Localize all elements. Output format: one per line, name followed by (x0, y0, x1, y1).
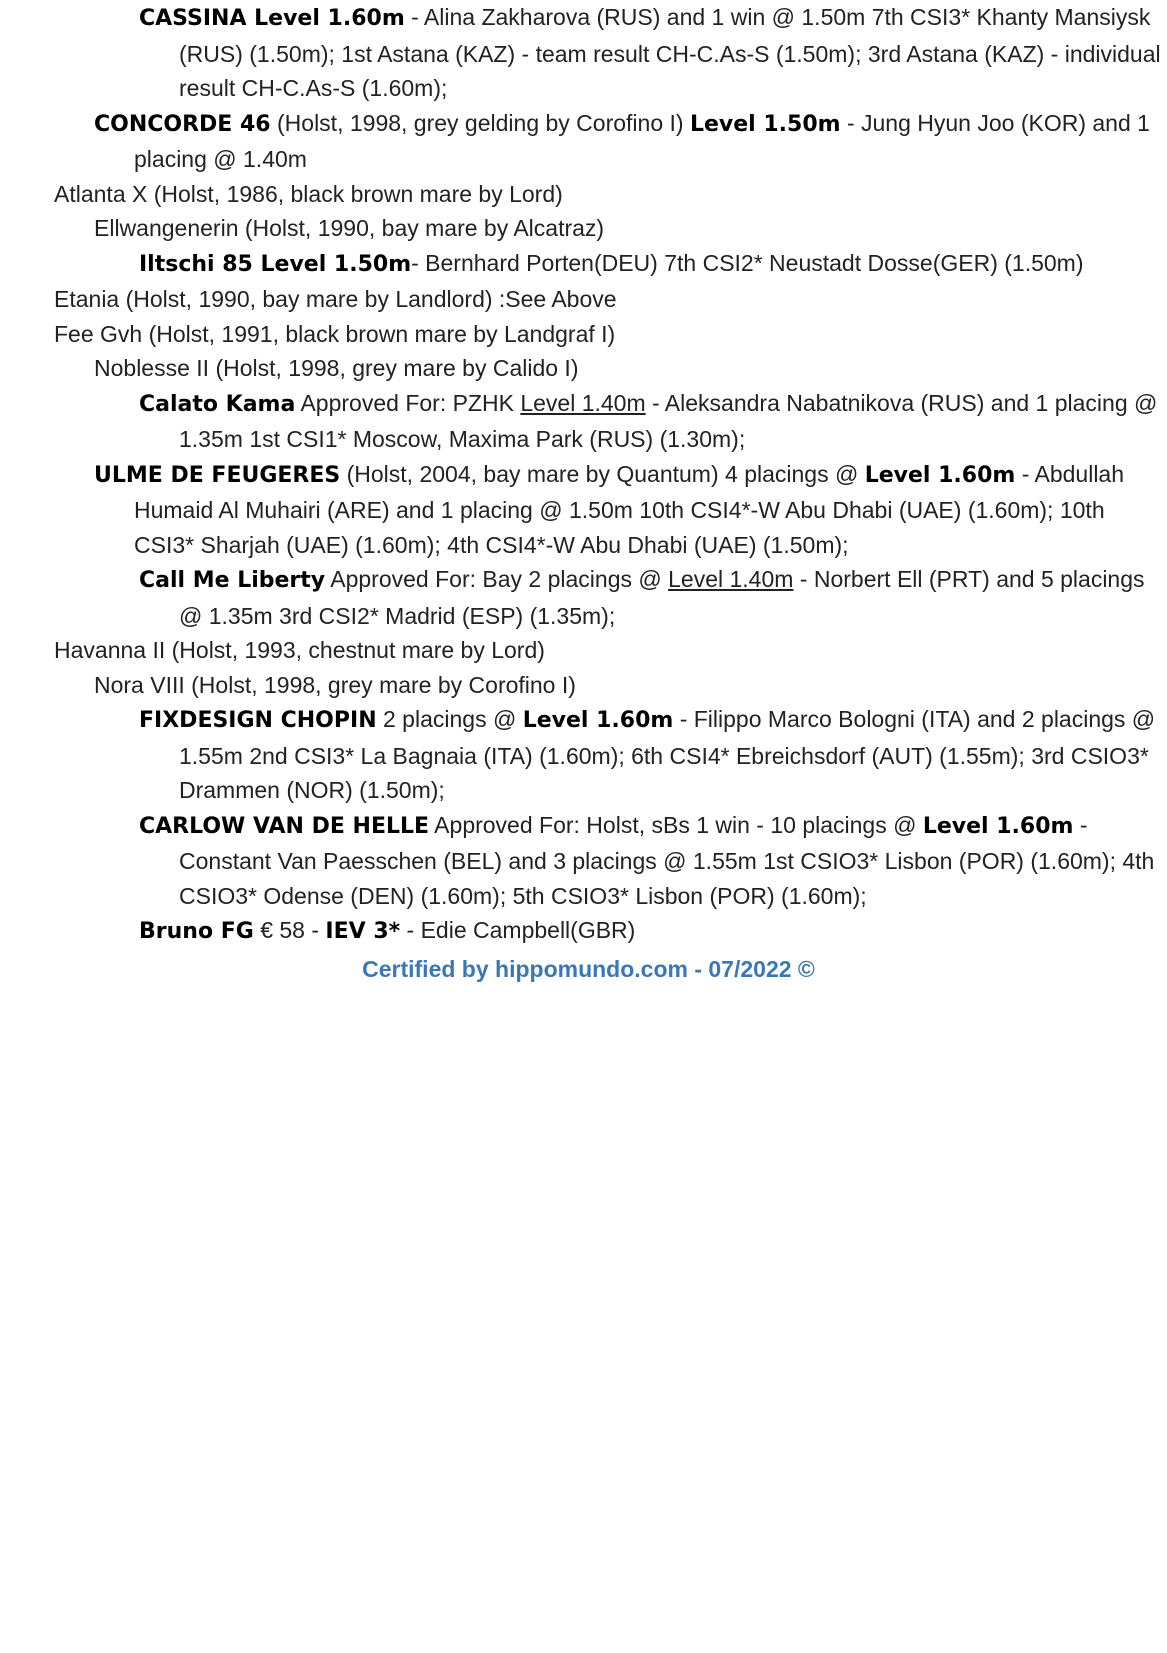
pedigree-entry-ulme-de-feugeres (94, 457, 1167, 563)
entry-text: - Edie Campbell(GBR) (400, 917, 636, 943)
horse-name-bold: CASSINA Level 1.60m (139, 6, 405, 31)
entry-text: Atlanta X (Holst, 1986, black brown mare by Lord) (54, 180, 563, 207)
horse-name-bold: Calato Kama (139, 391, 296, 417)
pedigree-entry-cassina (139, 0, 1167, 106)
entry-text: - Bernhard Porten(DEU) 7th CSI2* Neustadt Dosse(GER) (1.50m) (411, 249, 1084, 276)
entry-text: - Alina Zakharova (RUS) and 1 win @ 1.50m 7th CSI3* Khanty Mansiysk (RUS) (1.50m); 1st Astana (KAZ) - team result CH-C.As-S (1.50m); 3rd Astana (KAZ) - individual result CH-C.As-S (1.60m); (179, 4, 1161, 101)
pedigree-entry-fee-gvh (54, 317, 1167, 352)
horse-name-bold: Level 1.60m (864, 462, 1016, 488)
entry-text: Ellwangenerin (Holst, 1990, bay mare by Alcatraz) (94, 215, 605, 241)
level-underlined: Level 1.40m (520, 389, 646, 416)
horse-name-bold: Call Me Liberty (139, 568, 326, 593)
pedigree-entry-ellwangenerin (94, 211, 1167, 246)
entry-text: Approved For: PZHK (295, 389, 521, 416)
entry-text: Fee Gvh (Holst, 1991, black brown mare by Landgraf I) (54, 320, 616, 347)
entry-text: - Filippo Marco Bologni (ITA) and 2 placings @ 1.55m 2nd CSI3* La Bagnaia (ITA) (1.60m); 6th CSI4* Ebreichsdorf (AUT) (1.55m); 3rd CSIO3* Drammen (NOR) (1.50m); (179, 706, 1156, 803)
entry-text: - Aleksandra Nabatnikova (RUS) and 1 placing @ 1.35m 1st CSI1* Moscow, Maxima Park (RUS) (1.30m); (179, 389, 1158, 452)
horse-name-bold: IEV 3* (325, 919, 401, 944)
pedigree-entry-calato-kama (139, 386, 1167, 457)
entry-text: Nora VIII (Holst, 1998, grey mare by Corofino I) (94, 671, 576, 698)
certification-footer: Certified by hippomundo.com - 07/2022 © (362, 955, 815, 982)
pedigree-entry-nora-viii (94, 668, 1167, 703)
entry-text: Noblesse II (Holst, 1998, grey mare by Calido I) (94, 355, 579, 381)
entry-text: Havanna II (Holst, 1993, chestnut mare by Lord) (54, 637, 545, 663)
entry-text: - Norbert Ell (PRT) and 5 placings @ 1.35m 3rd CSI2* Madrid (ESP) (1.35m); (179, 566, 1145, 629)
entry-text: Approved For: Bay 2 placings @ (325, 566, 669, 592)
horse-name-bold: Level 1.50m (689, 111, 841, 137)
pedigree-entry-bruno-fg (139, 913, 1167, 950)
horse-name-bold: Iltschi 85 Level 1.50m (139, 251, 412, 277)
pedigree-entry-fixdesign-chopin (139, 702, 1167, 808)
horse-name-bold: Bruno FG (139, 919, 254, 944)
pedigree-entry-havanna-ii (54, 633, 1167, 668)
entry-text: Etania (Holst, 1990, bay mare by Landlord) :See Above (54, 286, 617, 312)
pedigree-entry-carlow-van-de-helle (139, 808, 1167, 914)
entry-text: 2 placings @ (376, 706, 523, 732)
horse-name-bold: CONCORDE 46 (94, 111, 271, 137)
horse-name-bold: Level 1.60m (922, 813, 1074, 839)
entry-text: (Holst, 2004, bay mare by Quantum) 4 placings @ (340, 460, 865, 487)
pedigree-entry-iltschi-85 (139, 246, 1167, 283)
horse-name-bold: FIXDESIGN CHOPIN (139, 708, 377, 733)
entry-text: - Abdullah Humaid Al Muhairi (ARE) and 1 placing @ 1.50m 10th CSI4*-W Abu Dhabi (UAE) (1.60m); 10th CSI3* Sharjah (UAE) (1.60m); 4th CSI4*-W Abu Dhabi (UAE) (1.50m); (134, 460, 1125, 558)
entry-text: - Constant Van Paesschen (BEL) and 3 placings @ 1.55m 1st CSIO3* Lisbon (POR) (1.60m); 4th CSIO3* Odense (DEN) (1.60m); 5th CSIO3* Lisbon (POR) (1.60m); (179, 811, 1155, 909)
pedigree-entry-concorde-46 (94, 106, 1167, 177)
pedigree-entry-noblesse-ii (94, 351, 1167, 386)
entry-text: - Jung Hyun Joo (KOR) and 1 placing @ 1.40m (134, 109, 1150, 172)
level-underlined: Level 1.40m (668, 566, 794, 592)
horse-name-bold: Level 1.60m (522, 708, 674, 733)
horse-name-bold: ULME DE FEUGERES (94, 462, 341, 488)
pedigree-entry-etania (54, 282, 1167, 317)
horse-name-bold: CARLOW VAN DE HELLE (139, 813, 430, 839)
pedigree-entry-call-me-liberty (139, 562, 1167, 633)
entry-text: (Holst, 1998, grey gelding by Corofino I) (270, 109, 690, 136)
pedigree-entry-atlanta-x (54, 177, 1167, 212)
entry-text: € 58 - (253, 917, 326, 943)
entry-text: Approved For: Holst, sBs 1 win - 10 placings @ (429, 811, 923, 838)
